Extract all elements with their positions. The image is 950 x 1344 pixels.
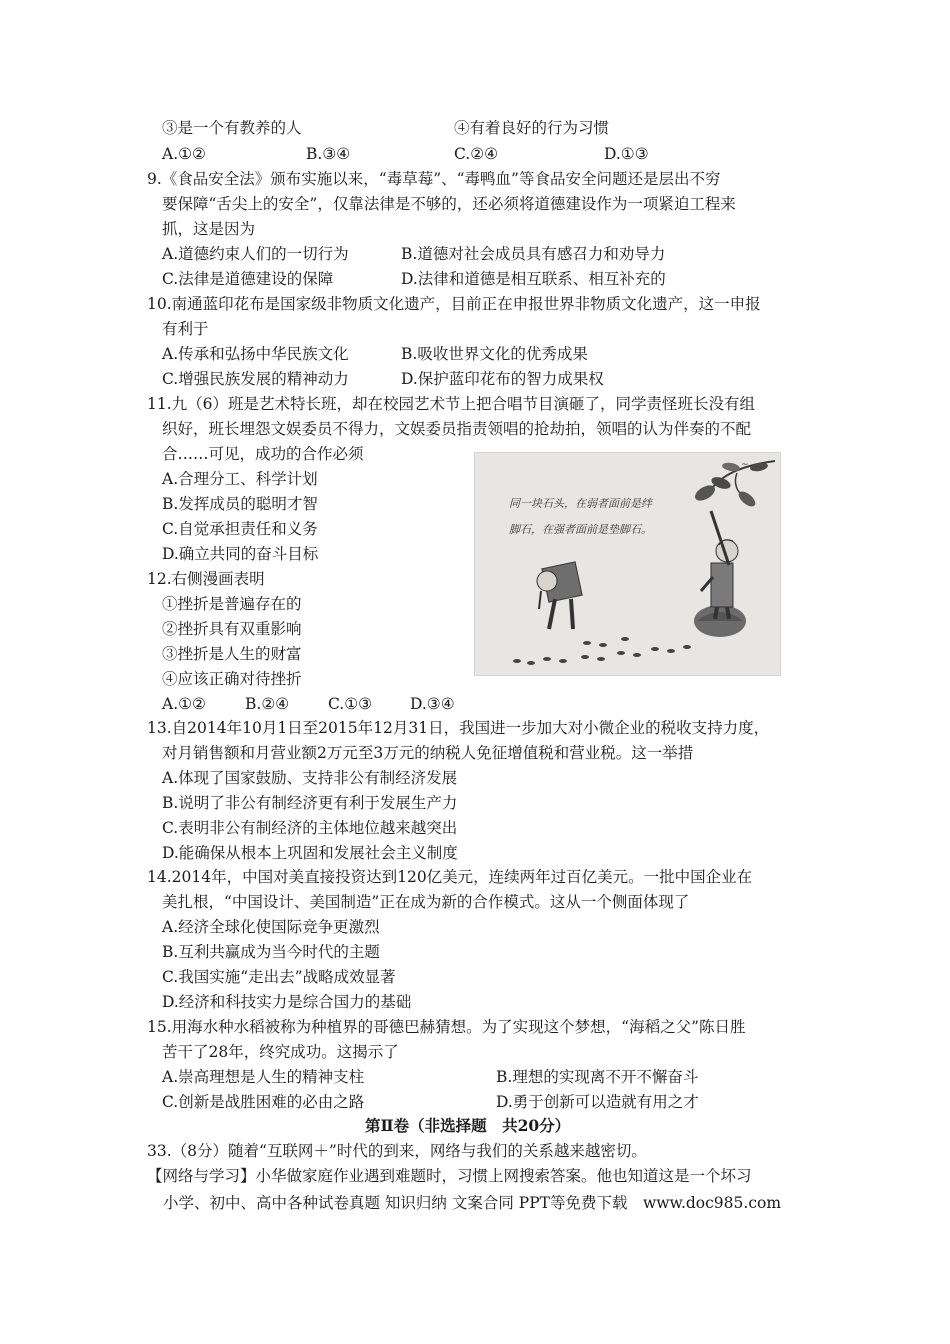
q8-option-4: ④有着良好的行为习惯 [454,119,610,137]
q12-statement-1: ①挫折是普遍存在的 [162,595,302,613]
svg-text:~: ~ [741,460,749,470]
q11-option-a: A.合理分工、科学计划 [162,470,318,488]
q11-stem-line1: 11.九（6）班是艺术特长班，却在校园艺术节上把合唱节目演砸了，同学责怪班长没有组 [147,395,756,413]
q14-stem-line1: 14.2014年，中国对美直接投资达到120亿美元，连续两年过百亿美元。一批中国企业在 [147,868,753,886]
q12-statement-3: ③挫折是人生的财富 [162,645,302,663]
q9-option-a: A.道德约束人们的一切行为 [162,245,349,263]
q9-option-c: C.法律是道德建设的保障 [162,270,334,288]
q9-stem-line1: 9.《食品安全法》颁布实施以来，“毒草莓”、“毒鸭血”等食品安全问题还是层出不穷 [147,170,721,188]
q12-stem: 12.右侧漫画表明 [147,570,265,588]
q11-stem-line2: 织好，班长埋怨文娱委员不得力，文娱委员指责领唱的抢劫拍，领唱的认为伴奏的不配 [162,420,752,438]
q10-option-a: A.传承和弘扬中华民族文化 [162,345,349,363]
q9-stem-line2: 要保障“舌尖上的安全”，仅靠法律是不够的，还必须将道德建设作为一项紧迫工程来 [162,195,736,213]
q15-option-c: C.创新是战胜困难的必由之路 [162,1093,365,1111]
q11-option-d: D.确立共同的奋斗目标 [162,545,319,563]
q13-stem-line2: 对月销售额和月营业额2万元至3万元的纳税人免征增值税和营业税。这一举措 [162,744,694,762]
cartoon-image [474,452,781,676]
q33-stem-line2: 【网络与学习】小华做家庭作业遇到难题时，习惯上网搜索答案。他也知道这是一个坏习 [147,1167,752,1185]
q13-option-c: C.表明非公有制经济的主体地位越来越突出 [162,819,458,837]
q10-stem-line2: 有利于 [162,320,209,338]
q15-option-a: A.崇高理想是人生的精神支柱 [162,1068,365,1086]
section-2-title: 第Ⅱ卷（非选择题 共20分） [365,1116,571,1135]
q14-option-b: B.互利共赢成为当今时代的主题 [162,943,380,961]
q10-option-c: C.增强民族发展的精神动力 [162,370,349,388]
q15-option-d: D.勇于创新可以造就有用之才 [496,1093,699,1111]
q12-statement-2: ②挫折具有双重影响 [162,620,302,638]
q9-option-d: D.法律和道德是相互联系、相互补充的 [401,270,666,288]
q15-stem-line1: 15.用海水种水稻被称为种植界的哥德巴赫猜想。为了实现这个梦想，“海稻之父”陈日胜 [147,1018,746,1036]
q13-option-a: A.体现了国家鼓励、支持非公有制经济发展 [162,769,458,787]
q8-choice-a: A.①② [162,145,206,163]
q13-option-b: B.说明了非公有制经济更有利于发展生产力 [162,794,458,812]
q15-option-b: B.理想的实现离不开不懈奋斗 [496,1068,699,1086]
q8-option-3: ③是一个有教养的人 [162,119,302,137]
q9-option-b: B.道德对社会成员具有感召力和劝导力 [401,245,666,263]
q14-stem-line2: 美扎根，“中国设计、美国制造”正在成为新的合作模式。这从一个侧面体现了 [162,893,690,911]
q8-choice-d: D.①③ [604,145,649,163]
q8-choice-c: C.②④ [454,145,499,163]
footer-download-note: 小学、初中、高中各种试卷真题 知识归纳 文案合同 PPT等免费下载 www.doc985.com [163,1194,782,1212]
q12-choice-c: C.①③ [328,695,373,713]
q14-option-c: C.我国实施“走出去”战略成效显著 [162,968,396,986]
q12-choice-b: B.②④ [245,695,290,713]
q11-option-c: C.自觉承担责任和义务 [162,520,318,538]
q12-choice-a: A.①② [162,695,206,713]
q13-option-d: D.能确保从根本上巩固和发展社会主义制度 [162,844,458,862]
q8-choice-b: B.③④ [306,145,351,163]
q33-stem-line1: 33.（8分）随着“互联网＋”时代的到来，网络与我们的关系越来越密切。 [147,1142,647,1160]
cartoon-drawing [475,453,780,675]
cartoon-caption-line2: 脚石，在强者面前是垫脚石。 [509,523,652,536]
q10-option-d: D.保护蓝印花布的智力成果权 [401,370,604,388]
q14-option-a: A.经济全球化使国际竞争更激烈 [162,918,380,936]
cartoon-caption-line1: 同一块石头，在弱者面前是绊 [509,497,652,510]
q12-choice-d: D.③④ [410,695,455,713]
q10-option-b: B.吸收世界文化的优秀成果 [401,345,588,363]
q11-stem-line3: 合……可见，成功的合作必须 [162,445,364,463]
q12-statement-4: ④应该正确对待挫折 [162,670,302,688]
q11-option-b: B.发挥成员的聪明才智 [162,495,318,513]
q10-stem-line1: 10.南通蓝印花布是国家级非物质文化遗产，目前正在申报世界非物质文化遗产，这一申报 [147,295,761,313]
q13-stem-line1: 13.自2014年10月1日至2015年12月31日，我国进一步加大对小微企业的税收支持力度， [147,719,770,737]
q15-stem-line2: 苦干了28年，终究成功。这揭示了 [162,1043,399,1061]
q9-stem-line3: 抓，这是因为 [162,220,256,238]
q14-option-d: D.经济和科技实力是综合国力的基础 [162,993,412,1011]
